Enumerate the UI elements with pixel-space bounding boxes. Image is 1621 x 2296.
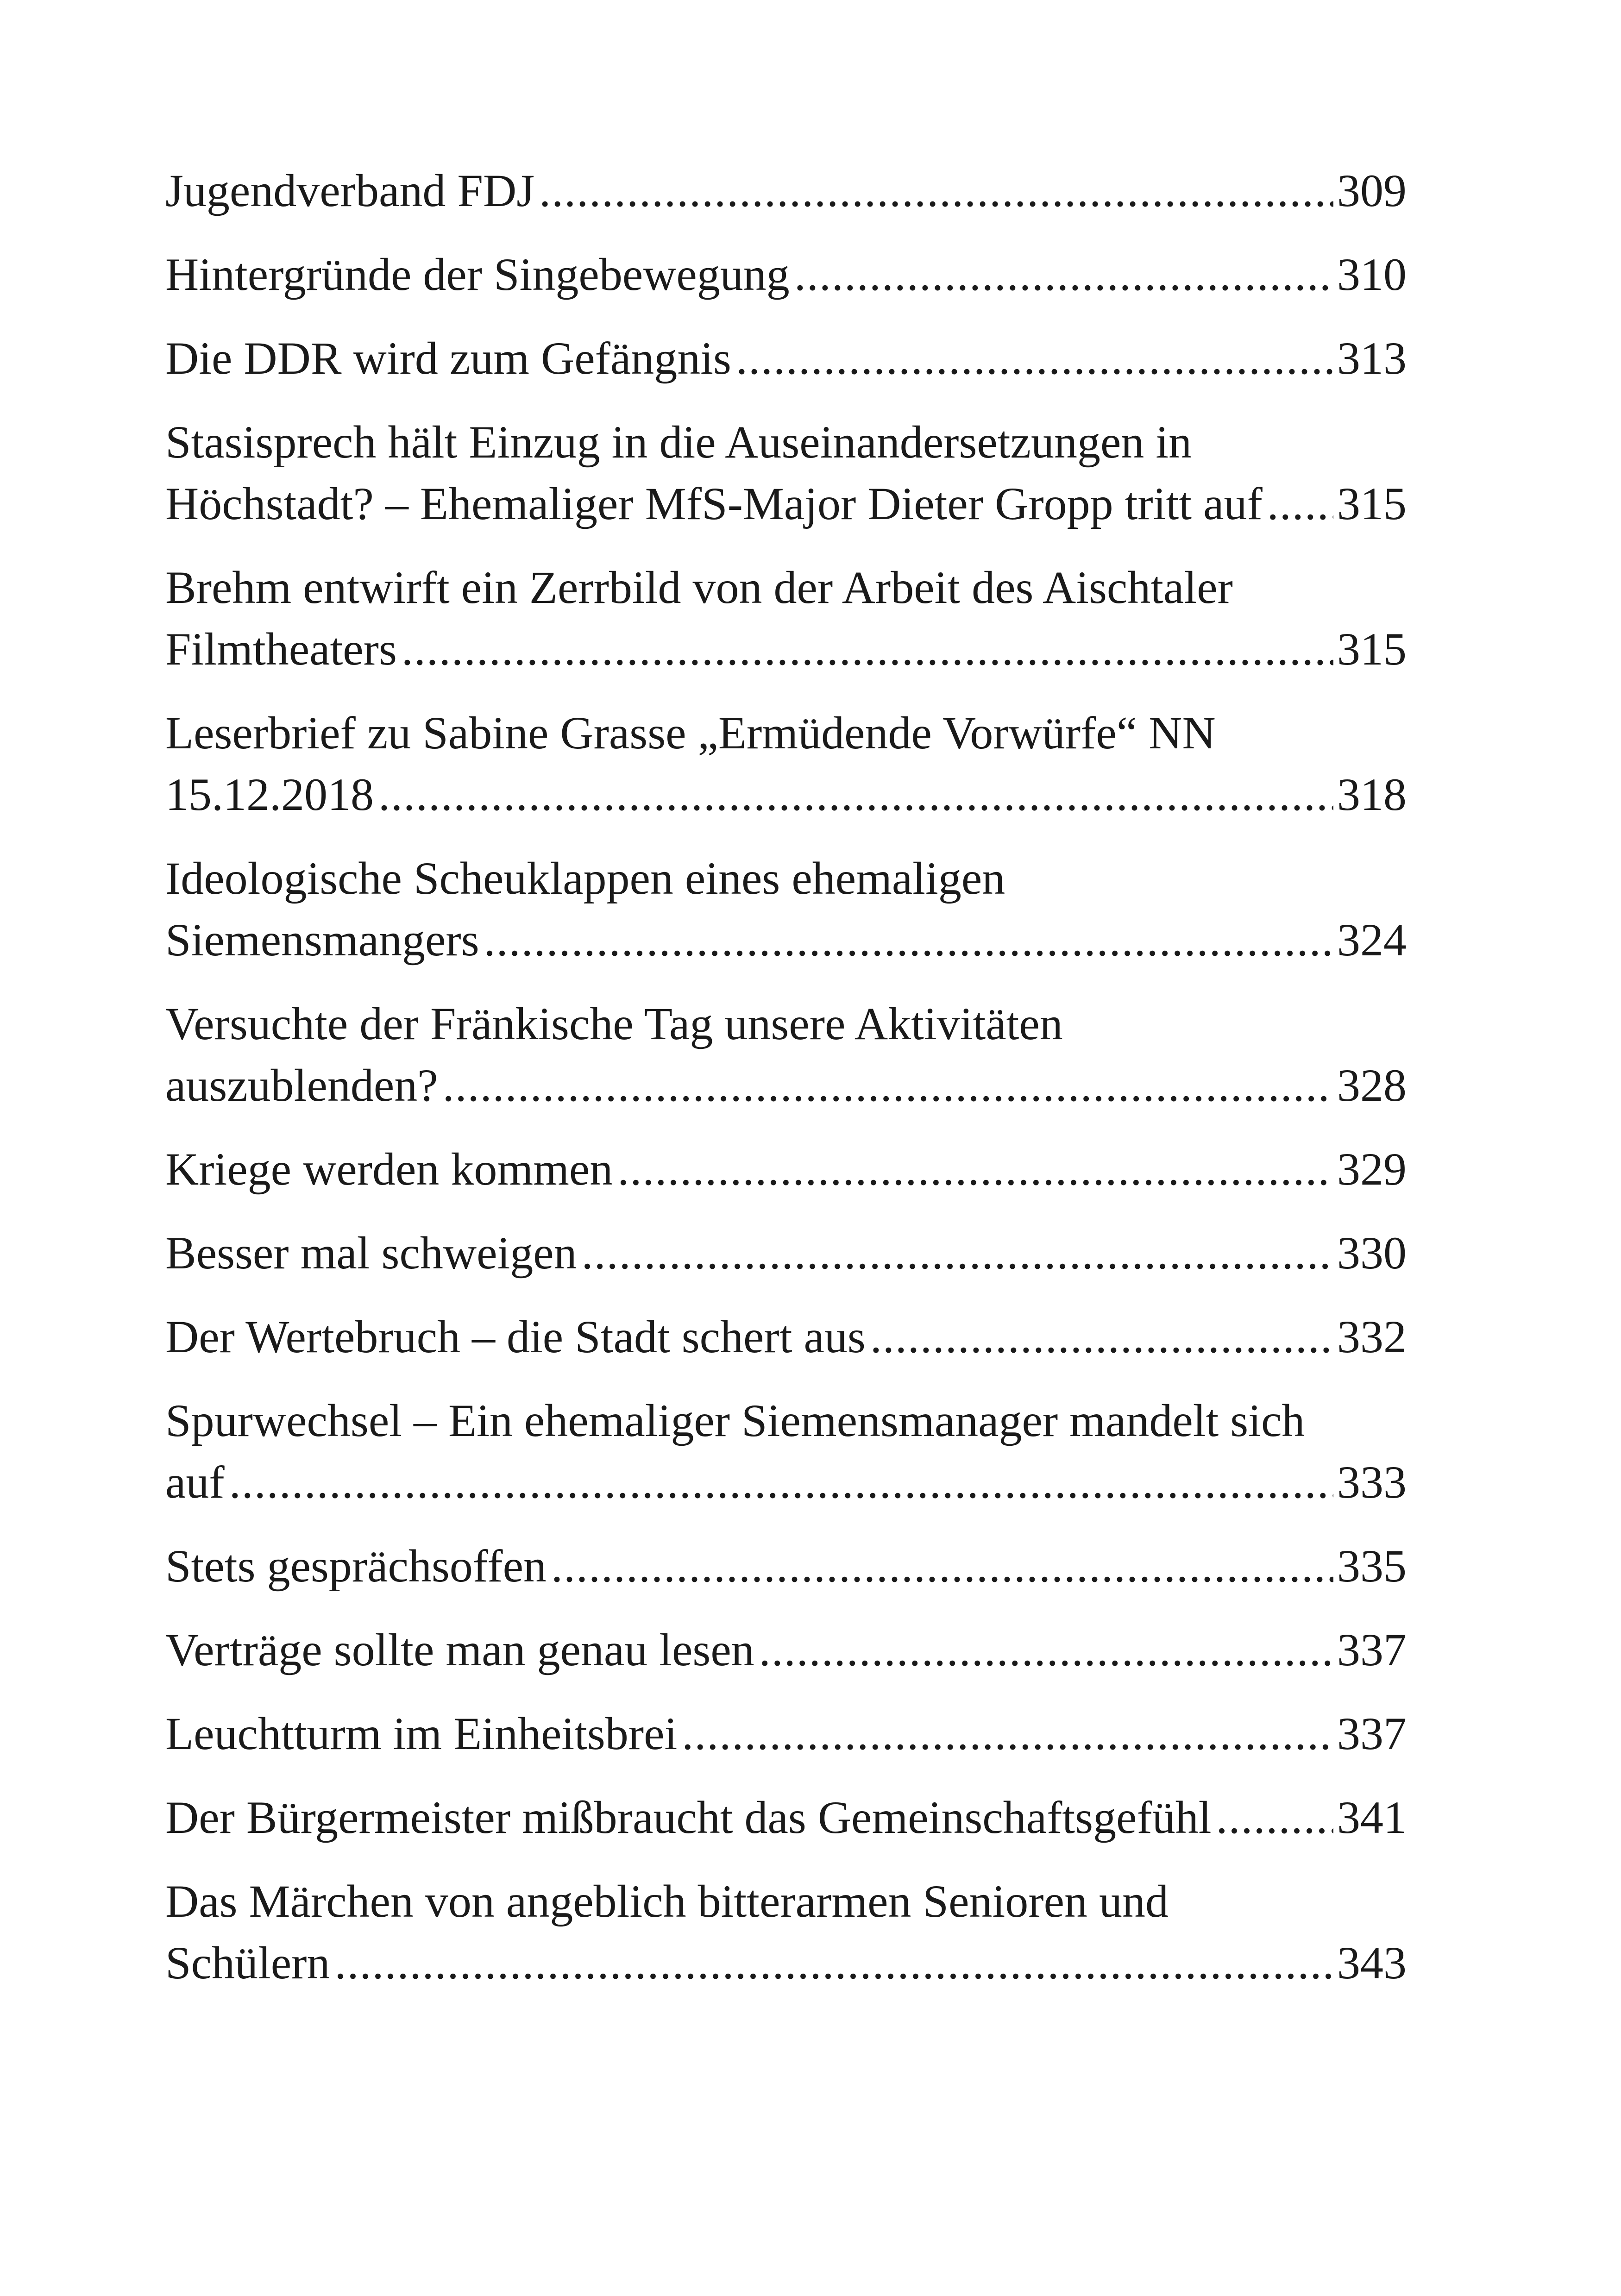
toc-entry-row xyxy=(165,327,1407,389)
dot-leader xyxy=(484,909,1333,971)
toc-entry xyxy=(165,1870,1407,1994)
toc-entry xyxy=(165,1306,1407,1368)
dot-leader xyxy=(402,618,1333,680)
dot-leader xyxy=(334,1932,1333,1994)
toc-entry-row xyxy=(165,1138,1407,1200)
toc-page-number: 329 xyxy=(1337,1143,1407,1195)
toc-entry-title-line: Hintergründe der Singebewegung xyxy=(165,249,790,300)
toc-entry xyxy=(165,1703,1407,1764)
toc-entry-title-line: Das Märchen von angeblich bitterarmen Senioren und xyxy=(165,1876,1169,1927)
toc-entry-row xyxy=(165,1222,1407,1284)
toc-page-number: 310 xyxy=(1337,249,1407,300)
toc-page-number: 333 xyxy=(1337,1456,1407,1508)
toc-page-number: 315 xyxy=(1337,478,1407,529)
toc-entry-title-line: Verträge sollte man genau lesen xyxy=(165,1624,754,1675)
toc-entry-title-line: Höchstadt? – Ehemaliger MfS-Major Dieter Gropp tritt auf xyxy=(165,478,1263,529)
toc-entry-title-line: Filmtheaters xyxy=(165,623,397,675)
dot-leader xyxy=(551,1535,1333,1597)
dot-leader xyxy=(1216,1787,1333,1848)
toc-entry-title-line: Kriege werden kommen xyxy=(165,1143,613,1195)
toc-entry-title-line: Versuchte der Fränkische Tag unsere Aktivitäten xyxy=(165,998,1063,1049)
dot-leader xyxy=(736,327,1333,389)
toc-entry-title-line: auf xyxy=(165,1456,225,1508)
toc-entry-title-line: Leserbrief zu Sabine Grasse „Ermüdende Vorwürfe“ NN xyxy=(165,707,1216,759)
toc-page-number: 330 xyxy=(1337,1227,1407,1279)
toc-entry-row xyxy=(165,473,1407,534)
toc-entry-title-line: Schülern xyxy=(165,1937,330,1989)
toc-entry-title-line: Brehm entwirft ein Zerrbild von der Arbeit des Aischtaler xyxy=(165,562,1233,613)
toc-entry-title-line: auszublenden? xyxy=(165,1060,438,1111)
toc-entry xyxy=(165,1787,1407,1848)
toc-entry xyxy=(165,557,1407,680)
toc-entry-title-line: Die DDR wird zum Gefängnis xyxy=(165,332,731,384)
toc-entry xyxy=(165,1138,1407,1200)
toc-page-number: 335 xyxy=(1337,1540,1407,1592)
toc-entry-title-line: Der Bürgermeister mißbraucht das Gemeinschaftsgefühl xyxy=(165,1792,1212,1843)
toc-entry xyxy=(165,327,1407,389)
dot-leader xyxy=(682,1703,1333,1764)
toc-entry xyxy=(165,1619,1407,1681)
dot-leader xyxy=(582,1222,1333,1284)
toc-entry-row xyxy=(165,1703,1407,1764)
dot-leader xyxy=(794,244,1333,305)
toc-page-number: 337 xyxy=(1337,1624,1407,1675)
toc-entry-title-line: Spurwechsel – Ein ehemaliger Siemensmanager mandelt sich xyxy=(165,1395,1305,1446)
toc-entry xyxy=(165,411,1407,534)
dot-leader xyxy=(617,1138,1333,1200)
dot-leader xyxy=(378,764,1333,825)
toc-entry xyxy=(165,702,1407,825)
toc-page-number: 332 xyxy=(1337,1311,1407,1362)
toc-entry-title-line: Jugendverband FDJ xyxy=(165,165,535,216)
toc-page-number: 328 xyxy=(1337,1060,1407,1111)
toc-entry xyxy=(165,1222,1407,1284)
toc-entry-row xyxy=(165,1306,1407,1368)
dot-leader xyxy=(870,1306,1333,1368)
toc-page-number: 343 xyxy=(1337,1937,1407,1989)
toc-entry-row xyxy=(165,160,1407,221)
dot-leader xyxy=(759,1619,1333,1681)
dot-leader xyxy=(539,160,1333,221)
dot-leader xyxy=(229,1451,1333,1513)
dot-leader xyxy=(1267,473,1333,534)
toc-entry-title-line: Ideologische Scheuklappen eines ehemaligen xyxy=(165,853,1005,904)
toc-entry-row xyxy=(165,618,1407,680)
toc-entry-row xyxy=(165,1932,1407,1994)
toc-entry xyxy=(165,847,1407,971)
toc-page-number: 315 xyxy=(1337,623,1407,675)
toc-page-number: 318 xyxy=(1337,769,1407,820)
toc-entry-row xyxy=(165,1619,1407,1681)
toc-entry-title-line: Stasisprech hält Einzug in die Auseinandersetzungen in xyxy=(165,416,1192,468)
toc-entry-title-line: Besser mal schweigen xyxy=(165,1227,577,1279)
toc-entry xyxy=(165,993,1407,1116)
toc-entry-row xyxy=(165,1054,1407,1116)
toc-page-number: 313 xyxy=(1337,332,1407,384)
toc-entry-title-line: Stets gesprächsoffen xyxy=(165,1540,547,1592)
toc-entry-row xyxy=(165,244,1407,305)
table-of-contents xyxy=(165,160,1407,2016)
toc-page-number: 309 xyxy=(1337,165,1407,216)
toc-entry xyxy=(165,160,1407,221)
toc-entry xyxy=(165,1535,1407,1597)
toc-entry-row xyxy=(165,1535,1407,1597)
toc-entry-title-line: Siemensmangers xyxy=(165,914,479,966)
toc-entry-title-line: 15.12.2018 xyxy=(165,769,374,820)
toc-page-number: 341 xyxy=(1337,1792,1407,1843)
dot-leader xyxy=(443,1054,1333,1116)
toc-entry-row xyxy=(165,909,1407,971)
toc-entry-title-line: Der Wertebruch – die Stadt schert aus xyxy=(165,1311,866,1362)
toc-entry xyxy=(165,1390,1407,1513)
toc-entry xyxy=(165,244,1407,305)
toc-entry-title-line: Leuchtturm im Einheitsbrei xyxy=(165,1708,678,1759)
toc-entry-row xyxy=(165,764,1407,825)
toc-entry-row xyxy=(165,1787,1407,1848)
toc-entry-row xyxy=(165,1451,1407,1513)
toc-page-number: 324 xyxy=(1337,914,1407,966)
toc-page-number: 337 xyxy=(1337,1708,1407,1759)
